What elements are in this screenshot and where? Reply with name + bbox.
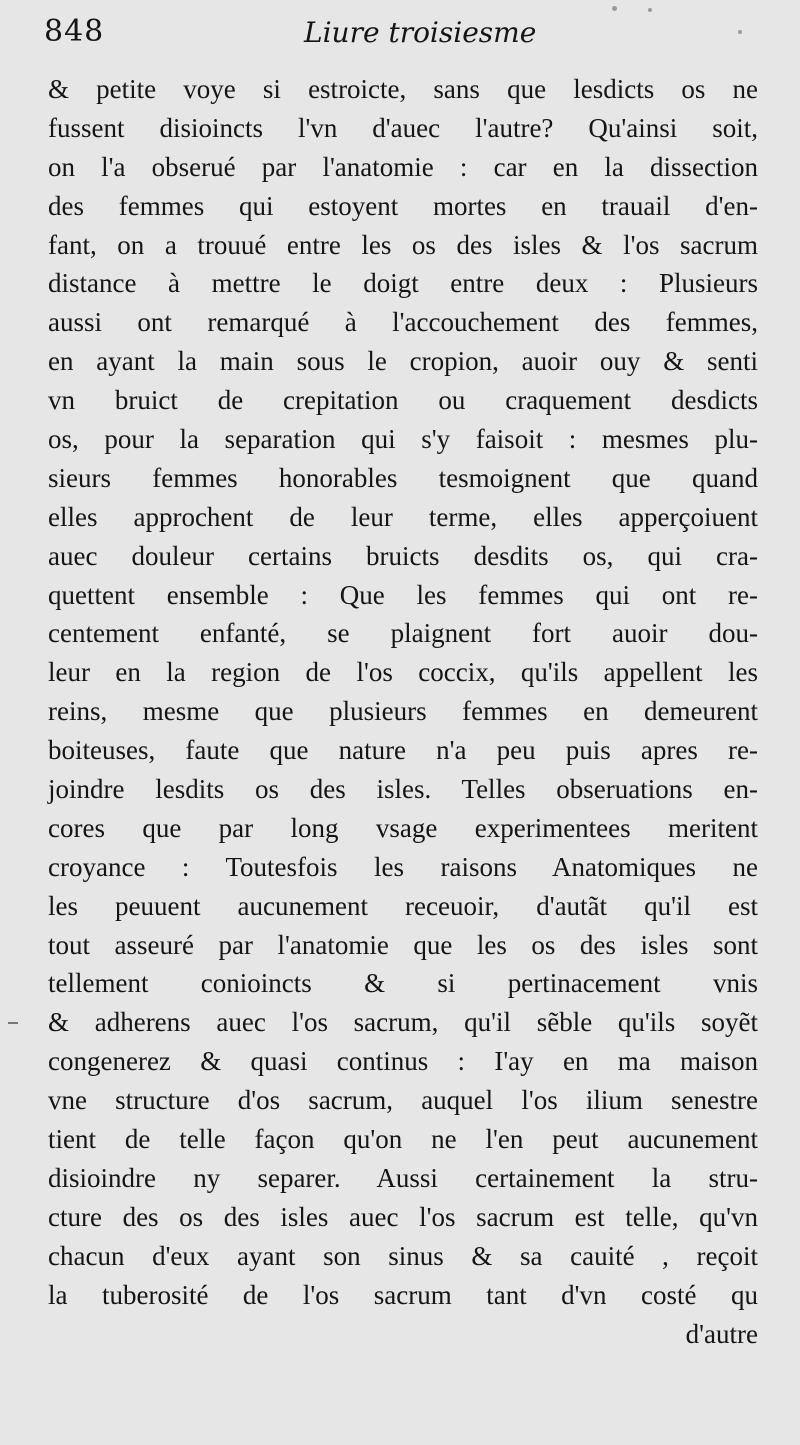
text-line: quettent ensemble : Que les femmes qui ont re-	[48, 579, 758, 610]
body-text	[48, 70, 758, 1353]
text-line: & petite voye si estroicte, sans que lesdicts os ne	[48, 74, 758, 104]
margin-mark	[8, 1022, 18, 1024]
running-head: Liure troisiesme	[304, 16, 537, 49]
text-line: congenerez & quasi continus : I'ay en ma maison	[48, 1046, 758, 1077]
text-line: distance à mettre le doigt entre deux : Plusieurs	[48, 268, 758, 299]
text-line: la tuberosité de l'os sacrum tant d'vn costé qu	[48, 1279, 758, 1310]
text-line: des femmes qui estoyent mortes en trauail d'en-	[48, 190, 758, 221]
text-line: centement enfanté, se plaignent fort auoir dou-	[48, 618, 758, 649]
text-line: disioindre ny separer. Aussi certainement la stru-	[48, 1162, 758, 1193]
text-line: sieurs femmes honorables tesmoignent que quand	[48, 462, 758, 493]
text-line: croyance : Toutesfois les raisons Anatomiques ne	[48, 851, 758, 882]
catchword: d'autre	[685, 1318, 758, 1349]
text-line: tient de telle façon qu'on ne l'en peut aucunement	[48, 1124, 758, 1155]
text-line: os, pour la separation qui s'y faisoit : mesmes plu-	[48, 424, 758, 455]
text-line: fussent disioincts l'vn d'auec l'autre? Qu'ainsi soit,	[48, 112, 758, 143]
text-line: joindre lesdits os des isles. Telles obseruations en-	[48, 774, 758, 805]
text-line: auec douleur certains bruicts desdits os, qui cra-	[48, 540, 758, 571]
text-line: boiteuses, faute que nature n'a peu puis apres re-	[48, 735, 758, 766]
ink-speck	[648, 8, 652, 12]
text-line: vn bruict de crepitation ou craquement desdicts	[48, 385, 758, 416]
text-line: vne structure d'os sacrum, auquel l'os ilium senestre	[48, 1085, 758, 1116]
text-line: & adherens auec l'os sacrum, qu'il sẽble qu'ils soyẽt	[48, 1007, 758, 1038]
page-header	[44, 14, 770, 58]
ink-speck	[612, 6, 617, 11]
text-line: elles approchent de leur terme, elles apperçoiuent	[48, 501, 758, 532]
page-number: 848	[44, 14, 105, 49]
text-line: tellement conioincts & si pertinacement vnis	[48, 968, 758, 999]
text-line: en ayant la main sous le cropion, auoir ouy & senti	[48, 346, 758, 377]
text-line: leur en la region de l'os coccix, qu'ils appellent les	[48, 657, 758, 688]
text-line: tout asseuré par l'anatomie que les os des isles sont	[48, 929, 758, 960]
text-line: les peuuent aucunement receuoir, d'autãt qu'il est	[48, 890, 758, 921]
text-line: on l'a obserué par l'anatomie : car en la dissection	[48, 151, 758, 182]
text-line: aussi ont remarqué à l'accouchement des femmes,	[48, 307, 758, 338]
text-line: chacun d'eux ayant son sinus & sa cauité , reçoit	[48, 1240, 758, 1271]
text-line: fant, on a trouué entre les os des isles & l'os sacrum	[48, 229, 758, 260]
text-line: cture des os des isles auec l'os sacrum est telle, qu'vn	[48, 1201, 758, 1232]
text-line: reins, mesme que plusieurs femmes en demeurent	[48, 696, 758, 727]
text-line: cores que par long vsage experimentees meritent	[48, 812, 758, 843]
